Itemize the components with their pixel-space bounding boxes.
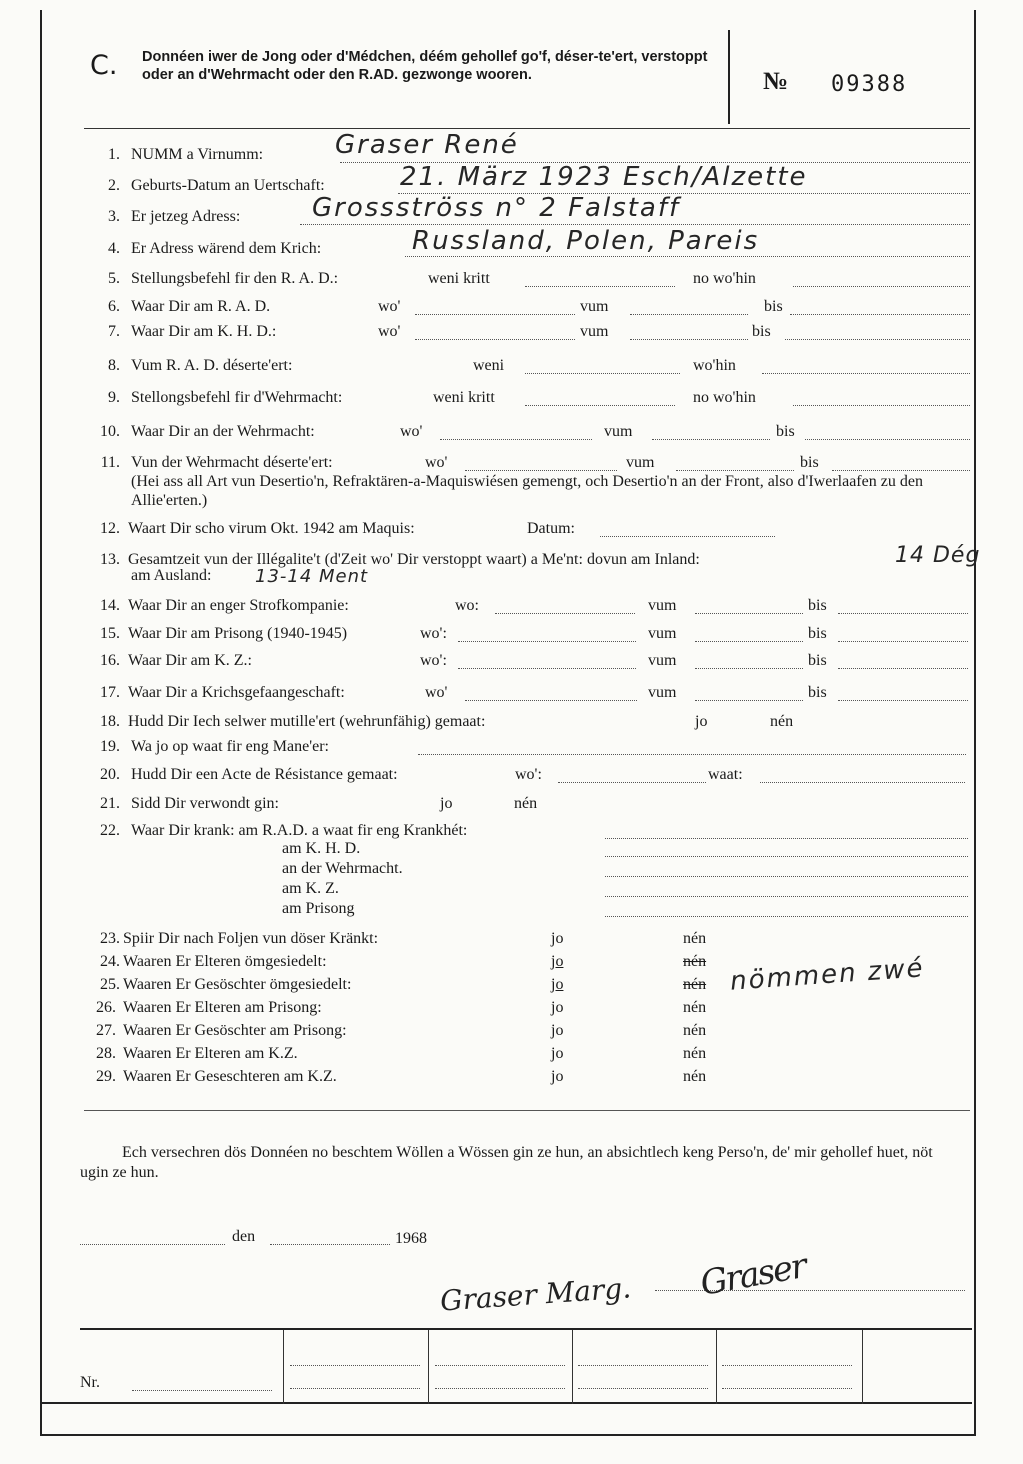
- field-sub-label: wo'hin: [693, 357, 736, 374]
- field-sub-label: jo: [551, 976, 564, 993]
- field-sub-label: bis: [764, 298, 783, 315]
- handwritten-value[interactable]: 13-14 Ment: [255, 566, 369, 587]
- blank-line[interactable]: [440, 439, 592, 440]
- field-number: 28.: [96, 1045, 116, 1062]
- date-line[interactable]: [270, 1244, 390, 1245]
- field-number: 8.: [108, 357, 120, 374]
- footer-cell-divider: [862, 1330, 863, 1404]
- field-number: 11.: [100, 454, 120, 471]
- footer-dots: [290, 1388, 420, 1389]
- blank-line[interactable]: [630, 314, 748, 315]
- blank-line[interactable]: [605, 856, 968, 857]
- field-label: Hudd Dir Iech selwer mutille'ert (wehrunfähig) gemaat:: [128, 713, 486, 730]
- field-label: Waaren Er Elteren am Prisong:: [123, 999, 322, 1016]
- field-label: Waaren Er Gesöschter am Prisong:: [123, 1022, 347, 1039]
- blank-line[interactable]: [838, 700, 968, 701]
- footer-cell-divider: [572, 1330, 573, 1404]
- field-sub-label: waat:: [708, 766, 743, 783]
- signature-left: Graser Marg.: [439, 1271, 633, 1318]
- blank-line[interactable]: [695, 700, 803, 701]
- declaration-text: Ech versechren dös Donnéen no beschtem Wöllen a Wössen gin ze hun, an absichtlech keng Perso'n, de' mir gehollef huet, nöt ugin ze hun.: [80, 1144, 933, 1181]
- handwritten-value[interactable]: 14 Dég: [895, 543, 981, 568]
- field-label: Waar Dir am K. H. D.:: [131, 323, 277, 340]
- field-sub-label: jo: [551, 1068, 564, 1085]
- blank-line[interactable]: [465, 700, 637, 701]
- field-sub-label: vum: [604, 423, 633, 440]
- declaration-rule: [84, 1110, 970, 1111]
- field-sub-label: wo':: [515, 766, 542, 783]
- place-line[interactable]: [80, 1244, 225, 1245]
- field-number: 6.: [108, 298, 120, 315]
- blank-line[interactable]: [600, 536, 775, 537]
- header-divider: [728, 30, 730, 124]
- blank-line[interactable]: [762, 373, 970, 374]
- field-sub-label: wo:: [455, 597, 479, 614]
- footer-dots: [435, 1365, 565, 1366]
- blank-line[interactable]: [695, 668, 803, 669]
- field-sub-label: bis: [808, 684, 827, 701]
- blank-line[interactable]: [785, 339, 970, 340]
- blank-line[interactable]: [458, 641, 636, 642]
- field-sub-label: weni kritt: [433, 389, 495, 406]
- field-label: Waar Dir am Prisong (1940-1945): [128, 625, 348, 642]
- footer-dots: [290, 1365, 420, 1366]
- field-number: 15.: [100, 625, 120, 642]
- field-number: 25.: [100, 976, 120, 993]
- field-sub-item: an der Wehrmacht.: [282, 860, 403, 877]
- field-number: 22.: [100, 822, 120, 839]
- blank-line[interactable]: [405, 256, 970, 257]
- blank-line[interactable]: [790, 314, 970, 315]
- field-sub-label: wo': [425, 684, 448, 701]
- field-number: 21.: [100, 795, 120, 812]
- field-label: Sidd Dir verwondt gin:: [131, 795, 279, 812]
- date-den: den: [232, 1228, 256, 1245]
- field-number: 13.: [100, 551, 120, 568]
- footer-dots: [435, 1388, 565, 1389]
- field-sub-label: weni: [473, 357, 505, 374]
- field-label: Er Adress wärend dem Krich:: [131, 240, 322, 257]
- field-number: 1.: [108, 146, 120, 163]
- blank-line[interactable]: [676, 470, 794, 471]
- blank-line[interactable]: [415, 339, 575, 340]
- field-sub-label: jo: [551, 1022, 564, 1039]
- field-label: Hudd Dir een Acte de Résistance gemaat:: [131, 766, 398, 783]
- field-number: 27.: [96, 1022, 116, 1039]
- field-number: 9.: [108, 389, 120, 406]
- field-sub-label: jo: [551, 1045, 564, 1062]
- blank-line[interactable]: [495, 613, 635, 614]
- field-sub-label: nén: [683, 999, 707, 1016]
- blank-line[interactable]: [652, 439, 770, 440]
- field-sub-label: jo: [440, 795, 453, 812]
- field-label: Waaren Er Elteren am K.Z.: [123, 1045, 298, 1062]
- handwritten-value[interactable]: 21. März 1923 Esch/Alzette: [400, 162, 808, 192]
- field-sub-label: nén: [683, 1045, 707, 1062]
- handwritten-value[interactable]: Russland, Polen, Pareis: [412, 226, 760, 256]
- field-sub-label: wo':: [420, 652, 447, 669]
- field-sub-label: jo: [551, 953, 564, 970]
- blank-line[interactable]: [838, 613, 968, 614]
- handwritten-value[interactable]: nömmen zwé: [729, 953, 926, 997]
- field-number: 5.: [108, 270, 120, 287]
- field-label: Waar Dir an enger Strofkompanie:: [128, 597, 349, 614]
- field-sub-label: bis: [808, 652, 827, 669]
- footer-cell-divider: [428, 1330, 429, 1404]
- field-number: 17.: [100, 684, 120, 701]
- field-sub-label: bis: [776, 423, 795, 440]
- field-label: Er jetzeg Adress:: [131, 208, 241, 225]
- field-sub-label: nén: [683, 930, 707, 947]
- field-label: Waar Dir am K. Z.:: [128, 652, 252, 669]
- field-number: 14.: [100, 597, 120, 614]
- field-label: Waaren Er Elteren ömgesiedelt:: [123, 953, 327, 970]
- field-sub-label: Datum:: [527, 520, 575, 537]
- field-number: 20.: [100, 766, 120, 783]
- field-sub-label: weni kritt: [428, 270, 490, 287]
- field-sub-label: wo': [400, 423, 423, 440]
- blank-line[interactable]: [418, 754, 966, 755]
- field-sub-label: vum: [580, 323, 609, 340]
- field-sub-label: vum: [626, 454, 655, 471]
- field-sub-label: vum: [648, 684, 677, 701]
- header-rule: [84, 128, 970, 129]
- field-sub-label: jo: [695, 713, 708, 730]
- blank-line[interactable]: [605, 876, 968, 877]
- field-sub-label: vum: [580, 298, 609, 315]
- field-note: (Hei ass all Art vun Desertio'n, Refraktären-a-Maquiswiésen gemengt, och Desertio'n an der Front, also d'Iwerlaafen zu den Allie'erten.): [131, 473, 923, 509]
- field-number: 24.: [100, 953, 120, 970]
- field-number: 3.: [108, 208, 120, 225]
- field-label: Stellungsbefehl fir den R. A. D.:: [131, 270, 339, 287]
- field-label: Spiir Dir nach Foljen vun döser Kränkt:: [123, 930, 379, 947]
- blank-line[interactable]: [838, 668, 968, 669]
- field-sub-label: wo':: [420, 625, 447, 642]
- field-label: Waar Dir a Krichsgefaangeschaft:: [128, 684, 345, 701]
- signature-right: Graser: [697, 1246, 809, 1304]
- field-label-2: am Ausland:: [131, 567, 212, 584]
- field-number: 18.: [100, 713, 120, 730]
- field-sub-label: vum: [648, 597, 677, 614]
- number-sign: №: [763, 68, 789, 95]
- field-sub-item: am Prisong: [282, 900, 355, 917]
- field-number: 2.: [108, 177, 120, 194]
- field-label: NUMM a Virnumm:: [131, 146, 264, 163]
- blank-line[interactable]: [300, 224, 970, 225]
- footer-nr-label: Nr.: [80, 1374, 100, 1391]
- footer-rule-top: [80, 1328, 972, 1330]
- blank-line[interactable]: [415, 314, 575, 315]
- field-number: 16.: [100, 652, 120, 669]
- field-label: Vum R. A. D. déserte'ert:: [131, 357, 293, 374]
- field-sub-label: nén: [683, 953, 707, 970]
- field-number: 7.: [108, 323, 120, 340]
- footer-dots: [578, 1365, 708, 1366]
- field-sub-item: am K. H. D.: [282, 840, 361, 857]
- footer-rule-bottom: [40, 1402, 972, 1404]
- blank-line[interactable]: [558, 782, 706, 783]
- field-number: 19.: [100, 738, 120, 755]
- footer-cell-divider: [283, 1330, 284, 1404]
- field-sub-label: jo: [551, 999, 564, 1016]
- field-label: Waart Dir scho virum Okt. 1942 am Maquis:: [128, 520, 415, 537]
- field-sub-label: wo': [378, 323, 401, 340]
- field-sub-label: bis: [800, 454, 819, 471]
- blank-line[interactable]: [793, 286, 970, 287]
- field-number: 10.: [100, 423, 120, 440]
- field-sub-label: vum: [648, 652, 677, 669]
- field-sub-label: nén: [683, 1068, 707, 1085]
- field-sub-label: vum: [648, 625, 677, 642]
- field-number: 4.: [108, 240, 120, 257]
- field-sub-label: bis: [808, 625, 827, 642]
- field-sub-label: no wo'hin: [693, 389, 756, 406]
- field-sub-label: nén: [683, 1022, 707, 1039]
- footer-nr-line[interactable]: [132, 1390, 272, 1391]
- blank-line[interactable]: [525, 373, 680, 374]
- field-label: Waar Dir an der Wehrmacht:: [131, 423, 315, 440]
- field-sub-label: nén: [514, 795, 538, 812]
- field-label: Wa jo op waat fir eng Mane'er:: [131, 738, 329, 755]
- field-label: Gesamtzeit vun der Illégalite't (d'Zeit wo' Dir verstoppt waart) a Me'nt: dovun am Inland:: [128, 551, 700, 568]
- field-sub-label: bis: [808, 597, 827, 614]
- blank-line[interactable]: [605, 916, 968, 917]
- blank-line[interactable]: [525, 286, 675, 287]
- field-sub-label: no wo'hin: [693, 270, 756, 287]
- field-label: Waar Dir krank: am R.A.D. a waat fir eng Krankhét:: [131, 822, 468, 839]
- field-sub-label: jo: [551, 930, 564, 947]
- blank-line[interactable]: [760, 782, 965, 783]
- section-letter: C.: [90, 50, 118, 81]
- blank-line[interactable]: [695, 641, 803, 642]
- field-number: 12.: [100, 520, 120, 537]
- field-number: 26.: [96, 999, 116, 1016]
- blank-line[interactable]: [805, 439, 970, 440]
- field-label: Geburts-Datum an Uertschaft:: [131, 177, 325, 194]
- field-label: Waar Dir am R. A. D.: [131, 298, 271, 315]
- field-sub-label: wo': [378, 298, 401, 315]
- blank-line[interactable]: [465, 470, 617, 471]
- field-sub-label: wo': [425, 454, 448, 471]
- field-sub-label: bis: [752, 323, 771, 340]
- field-sub-label: nén: [770, 713, 794, 730]
- field-label: Waaren Er Geseschteren am K.Z.: [123, 1068, 337, 1085]
- handwritten-value[interactable]: Graser René: [335, 130, 519, 160]
- form-title: Donnéen iwer de Jong oder d'Médchen, déém gehollef go'f, déser-te'ert, verstoppt oder an d'Wehrmacht oder den R.AD. gezwonge wooren.: [142, 49, 708, 83]
- field-label: Waaren Er Gesöschter ömgesiedelt:: [123, 976, 352, 993]
- handwritten-value[interactable]: Grossströss n° 2 Falstaff: [312, 193, 681, 223]
- footer-dots: [578, 1388, 708, 1389]
- field-number: 23.: [100, 930, 120, 947]
- field-number: 29.: [96, 1068, 116, 1085]
- blank-line[interactable]: [630, 339, 748, 340]
- blank-line[interactable]: [525, 405, 675, 406]
- field-label: Vun der Wehrmacht déserte'ert:: [131, 454, 333, 471]
- blank-line[interactable]: [838, 641, 968, 642]
- blank-line[interactable]: [605, 838, 968, 839]
- footer-dots: [722, 1365, 852, 1366]
- form-number: 09388: [831, 72, 908, 97]
- blank-line[interactable]: [605, 896, 968, 897]
- field-sub-label: nén: [683, 976, 707, 993]
- blank-line[interactable]: [458, 668, 636, 669]
- field-sub-item: am K. Z.: [282, 880, 339, 897]
- blank-line[interactable]: [695, 613, 803, 614]
- footer-dots: [722, 1388, 852, 1389]
- blank-line[interactable]: [793, 405, 970, 406]
- date-year: 1968: [395, 1230, 427, 1247]
- footer-cell-divider: [716, 1330, 717, 1404]
- field-label: Stellongsbefehl fir d'Wehrmacht:: [131, 389, 343, 406]
- blank-line[interactable]: [832, 470, 970, 471]
